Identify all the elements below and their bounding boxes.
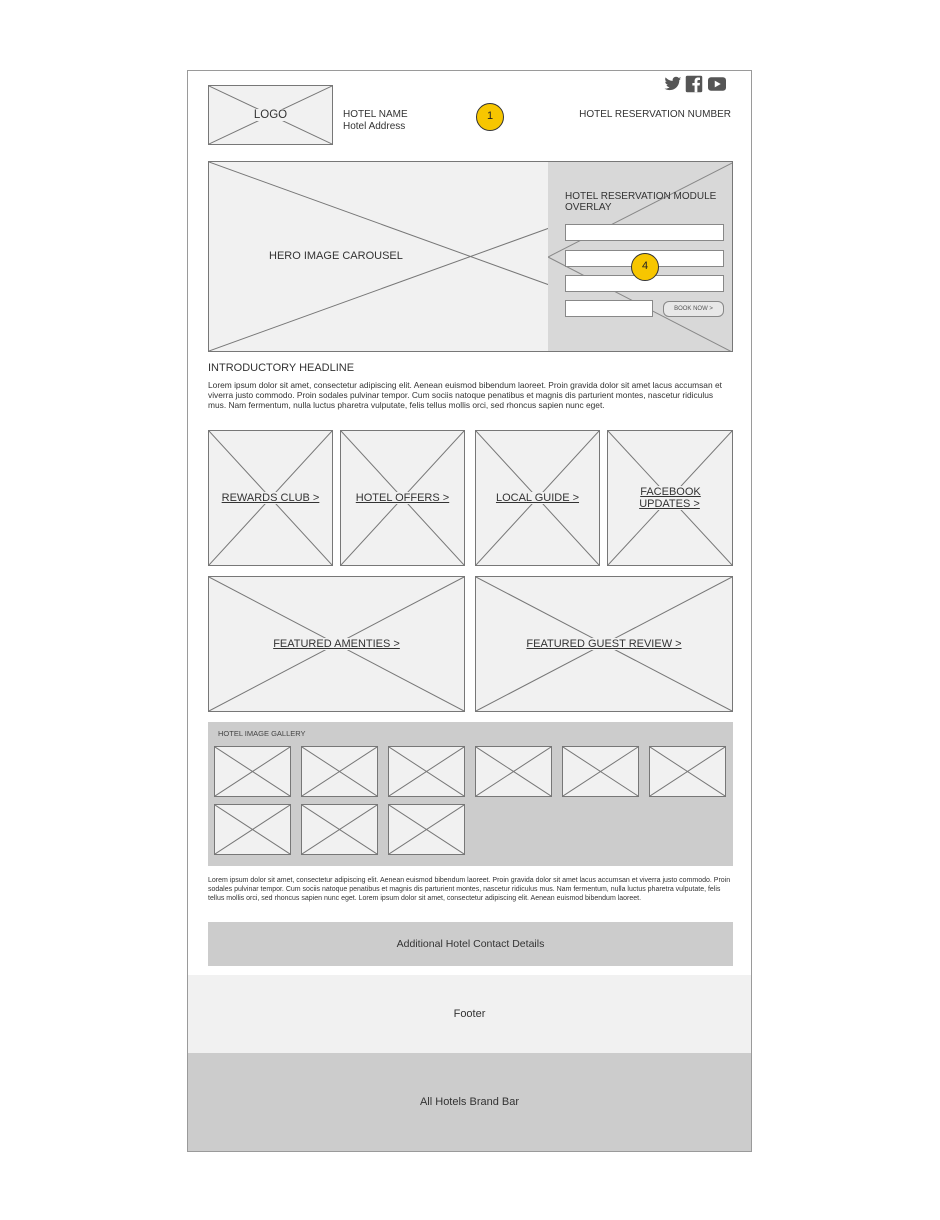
rewards-club-link[interactable]: REWARDS CLUB > (221, 492, 320, 504)
hero-carousel[interactable] (208, 161, 733, 352)
tile-hotel-offers[interactable] (340, 430, 465, 566)
gallery-title: HOTEL IMAGE GALLERY (218, 729, 306, 738)
hotel-name: HOTEL NAME (343, 109, 408, 120)
gallery-thumb[interactable] (214, 804, 291, 855)
contact-details (208, 922, 733, 966)
image-gallery (208, 722, 733, 866)
reservation-module-title: HOTEL RESERVATION MODULE OVERLAY (565, 191, 717, 213)
body-text: Lorem ipsum dolor sit amet, consectetur adipiscing elit. Aenean euismod bibendum laoreet. Proin gravida dolor sit amet lacus accumsan et viverra justo commodo. Proin sodales pulvinar tempor. Cum sociis natoque penatibus et magnis dis parturient montes, nascetur ridiculus mus. Nam fermentum, nulla luctus pharetra vulputate, felis tellus mollis orci, sed rhoncus sapien nunc eget. Lorem ipsum dolor sit amet, consectetur adipiscing elit. Aenean euismod bibendum laoreet. (208, 877, 731, 902)
twitter-icon[interactable] (664, 75, 682, 93)
facebook-updates-link[interactable]: FACEBOOK UPDATES > (639, 486, 701, 510)
annotation-badge-4: 4 (631, 253, 659, 281)
facebook-icon[interactable] (685, 75, 703, 93)
tile-facebook-updates[interactable] (607, 430, 733, 566)
contact-details-label: Additional Hotel Contact Details (396, 938, 545, 950)
annotation-badge-1: 1 (476, 103, 504, 131)
gallery-thumb[interactable] (649, 746, 726, 797)
local-guide-link[interactable]: LOCAL GUIDE > (495, 492, 580, 504)
social-icons (664, 75, 730, 95)
hotel-offers-link[interactable]: HOTEL OFFERS > (355, 492, 450, 504)
footer-label: Footer (453, 1008, 486, 1020)
reservation-number: HOTEL RESERVATION NUMBER (579, 109, 731, 120)
gallery-thumb[interactable] (388, 804, 465, 855)
gallery-thumb[interactable] (388, 746, 465, 797)
reservation-field-1[interactable] (565, 224, 724, 241)
tile-rewards-club[interactable] (208, 430, 333, 566)
gallery-thumb[interactable] (562, 746, 639, 797)
tile-featured-guest-review[interactable] (475, 576, 733, 712)
hero-label: HERO IMAGE CAROUSEL (269, 250, 403, 262)
brand-bar-label: All Hotels Brand Bar (419, 1096, 520, 1108)
featured-guest-review-link[interactable]: FEATURED GUEST REVIEW > (526, 638, 682, 650)
brand-bar (188, 1053, 751, 1151)
tile-featured-amenities[interactable] (208, 576, 465, 712)
intro-body: Lorem ipsum dolor sit amet, consectetur adipiscing elit. Aenean euismod bibendum laoreet. Proin gravida dolor sit amet lacus accumsan et viverra justo commodo. Proin sodales pulvinar tempor. Cum sociis natoque penatibus et magnis dis parturient montes, nascetur ridiculus mus. Nam fermentum, nulla luctus pharetra vulputate, felis tellus mollis orci, sed rhoncus sapien nunc eget. (208, 380, 722, 410)
gallery-thumb[interactable] (301, 804, 378, 855)
intro-headline: INTRODUCTORY HEADLINE (208, 362, 355, 374)
gallery-thumb[interactable] (214, 746, 291, 797)
hotel-address: Hotel Address (343, 121, 406, 132)
wireframe-page (187, 70, 752, 1152)
gallery-thumb[interactable] (475, 746, 552, 797)
reservation-module (548, 162, 733, 352)
featured-amenities-link[interactable]: FEATURED AMENTIES > (273, 638, 400, 650)
logo-label: LOGO (253, 109, 288, 121)
book-now-button[interactable]: BOOK NOW > (663, 301, 724, 317)
logo-placeholder[interactable] (208, 85, 333, 145)
footer (188, 975, 751, 1053)
tile-local-guide[interactable] (475, 430, 600, 566)
reservation-field-4[interactable] (565, 300, 653, 317)
youtube-icon[interactable] (706, 75, 728, 93)
gallery-thumb[interactable] (301, 746, 378, 797)
